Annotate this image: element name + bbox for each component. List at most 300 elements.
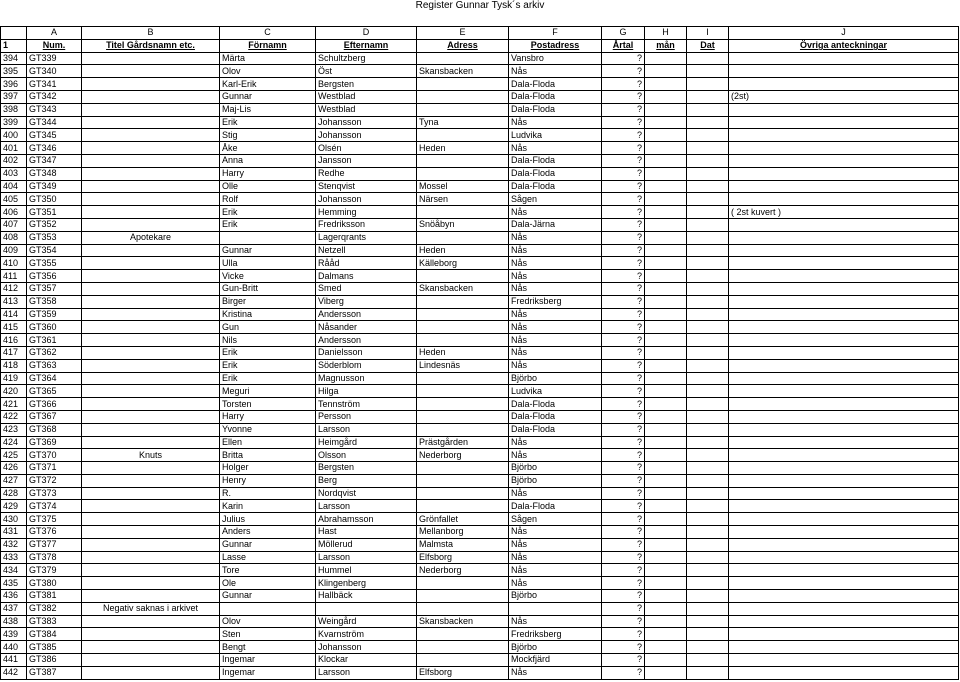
date-cell	[687, 65, 729, 78]
postal-address-cell: Nås	[509, 244, 602, 257]
row-number: 414	[1, 308, 27, 321]
num-cell: GT385	[27, 641, 82, 654]
first-name-cell: Lasse	[220, 551, 316, 564]
year-cell: ?	[602, 154, 645, 167]
notes-cell	[729, 244, 959, 257]
postal-address-cell: Nås	[509, 436, 602, 449]
title-cell	[82, 65, 220, 78]
postal-address-cell: Dala-Floda	[509, 90, 602, 103]
year-cell: ?	[602, 513, 645, 526]
year-cell: ?	[602, 116, 645, 129]
num-cell: GT370	[27, 449, 82, 462]
month-cell	[645, 78, 687, 91]
first-name-cell: Gun	[220, 321, 316, 334]
month-cell	[645, 526, 687, 539]
postal-address-cell: Sågen	[509, 193, 602, 206]
table-row	[1, 154, 959, 167]
postal-address-cell: Ludvika	[509, 385, 602, 398]
title-cell	[82, 398, 220, 411]
title-cell	[82, 78, 220, 91]
month-cell	[645, 462, 687, 475]
month-cell	[645, 244, 687, 257]
first-name-cell: Erik	[220, 218, 316, 231]
title-cell	[82, 410, 220, 423]
year-cell: ?	[602, 526, 645, 539]
postal-address-cell: Nås	[509, 231, 602, 244]
month-cell	[645, 257, 687, 270]
num-cell: GT379	[27, 564, 82, 577]
postal-address-cell: Björbo	[509, 372, 602, 385]
date-cell	[687, 282, 729, 295]
first-name-cell: Holger	[220, 462, 316, 475]
date-cell	[687, 129, 729, 142]
notes-cell	[729, 116, 959, 129]
month-cell	[645, 129, 687, 142]
notes-cell	[729, 180, 959, 193]
postal-address-cell: Nås	[509, 257, 602, 270]
address-cell: Grönfallet	[417, 513, 509, 526]
address-cell: Nederborg	[417, 449, 509, 462]
title-cell	[82, 180, 220, 193]
row-number: 428	[1, 487, 27, 500]
first-name-cell: Torsten	[220, 398, 316, 411]
first-name-cell: Meguri	[220, 385, 316, 398]
notes-cell	[729, 52, 959, 65]
date-cell	[687, 602, 729, 615]
month-cell	[645, 577, 687, 590]
row-number: 412	[1, 282, 27, 295]
row-number: 413	[1, 295, 27, 308]
year-cell: ?	[602, 372, 645, 385]
date-cell	[687, 449, 729, 462]
month-cell	[645, 167, 687, 180]
last-name-cell: Nåsander	[316, 321, 417, 334]
num-cell: GT346	[27, 142, 82, 155]
column-letter: E	[417, 27, 509, 40]
last-name-cell: Olsson	[316, 449, 417, 462]
first-name-cell: Tore	[220, 564, 316, 577]
date-cell	[687, 116, 729, 129]
row-number: 423	[1, 423, 27, 436]
num-cell: GT339	[27, 52, 82, 65]
month-cell	[645, 487, 687, 500]
row-number: 405	[1, 193, 27, 206]
num-cell: GT364	[27, 372, 82, 385]
first-name-cell: Olov	[220, 615, 316, 628]
last-name-cell: Larsson	[316, 500, 417, 513]
table-row	[1, 577, 959, 590]
num-cell: GT382	[27, 602, 82, 615]
date-cell	[687, 167, 729, 180]
address-cell: Mossel	[417, 180, 509, 193]
postal-address-cell: Dala-Floda	[509, 423, 602, 436]
address-cell	[417, 577, 509, 590]
first-name-cell: Ingemar	[220, 654, 316, 667]
row-number: 402	[1, 154, 27, 167]
num-cell: GT371	[27, 462, 82, 475]
notes-cell	[729, 500, 959, 513]
address-cell	[417, 52, 509, 65]
table-row	[1, 462, 959, 475]
address-cell	[417, 334, 509, 347]
last-name-cell	[316, 602, 417, 615]
postal-address-cell: Dala-Floda	[509, 410, 602, 423]
row-number: 425	[1, 449, 27, 462]
address-cell	[417, 500, 509, 513]
num-cell: GT383	[27, 615, 82, 628]
table-row	[1, 116, 959, 129]
num-cell: GT374	[27, 500, 82, 513]
first-name-cell: Ellen	[220, 436, 316, 449]
month-cell	[645, 103, 687, 116]
table-row	[1, 385, 959, 398]
date-cell	[687, 154, 729, 167]
title-cell	[82, 257, 220, 270]
row-number: 441	[1, 654, 27, 667]
last-name-cell: Westblad	[316, 103, 417, 116]
postal-address-cell: Dala-Floda	[509, 78, 602, 91]
year-cell: ?	[602, 654, 645, 667]
first-name-cell: Harry	[220, 410, 316, 423]
table-row	[1, 372, 959, 385]
num-cell: GT367	[27, 410, 82, 423]
table-row	[1, 231, 959, 244]
date-cell	[687, 436, 729, 449]
notes-cell	[729, 372, 959, 385]
last-name-cell: Nordqvist	[316, 487, 417, 500]
title-cell	[82, 346, 220, 359]
year-cell: ?	[602, 449, 645, 462]
postal-address-cell: Björbo	[509, 590, 602, 603]
table-row	[1, 449, 959, 462]
title-cell	[82, 270, 220, 283]
first-name-cell: Maj-Lis	[220, 103, 316, 116]
first-name-cell: Erik	[220, 346, 316, 359]
date-cell	[687, 500, 729, 513]
row-number: 429	[1, 500, 27, 513]
row-number: 420	[1, 385, 27, 398]
table-row	[1, 103, 959, 116]
title-cell	[82, 462, 220, 475]
row-number: 400	[1, 129, 27, 142]
title-cell	[82, 641, 220, 654]
title-cell	[82, 103, 220, 116]
row-number: 417	[1, 346, 27, 359]
year-cell: ?	[602, 193, 645, 206]
address-cell	[417, 90, 509, 103]
first-name-cell: Karl-Erik	[220, 78, 316, 91]
table-row	[1, 398, 959, 411]
notes-cell	[729, 423, 959, 436]
row-number: 436	[1, 590, 27, 603]
address-cell	[417, 206, 509, 219]
year-cell: ?	[602, 628, 645, 641]
column-letter: J	[729, 27, 959, 40]
num-cell: GT344	[27, 116, 82, 129]
last-name-cell: Viberg	[316, 295, 417, 308]
address-cell: Elfsborg	[417, 551, 509, 564]
date-cell	[687, 78, 729, 91]
last-name-cell: Magnusson	[316, 372, 417, 385]
title-cell	[82, 359, 220, 372]
month-cell	[645, 615, 687, 628]
address-cell	[417, 270, 509, 283]
num-cell: GT342	[27, 90, 82, 103]
postal-address-cell: Nås	[509, 359, 602, 372]
postal-address-cell: Björbo	[509, 641, 602, 654]
date-cell	[687, 538, 729, 551]
table-row	[1, 513, 959, 526]
last-name-cell: Rååd	[316, 257, 417, 270]
title-cell	[82, 295, 220, 308]
date-cell	[687, 410, 729, 423]
notes-cell	[729, 167, 959, 180]
month-cell	[645, 116, 687, 129]
first-name-cell: Olov	[220, 65, 316, 78]
postal-address-cell: Fredriksberg	[509, 628, 602, 641]
postal-address-cell: Dala-Järna	[509, 218, 602, 231]
corner-cell	[1, 27, 27, 40]
notes-cell	[729, 513, 959, 526]
postal-address-cell: Nås	[509, 116, 602, 129]
column-letter: I	[687, 27, 729, 40]
column-letter: F	[509, 27, 602, 40]
num-cell: GT349	[27, 180, 82, 193]
year-cell: ?	[602, 52, 645, 65]
year-cell: ?	[602, 641, 645, 654]
row-number: 434	[1, 564, 27, 577]
month-cell	[645, 282, 687, 295]
address-cell	[417, 385, 509, 398]
num-cell: GT358	[27, 295, 82, 308]
address-cell	[417, 602, 509, 615]
month-cell	[645, 628, 687, 641]
address-cell: Heden	[417, 142, 509, 155]
row-number: 426	[1, 462, 27, 475]
row-number: 401	[1, 142, 27, 155]
year-cell: ?	[602, 474, 645, 487]
row-number: 415	[1, 321, 27, 334]
table-row	[1, 321, 959, 334]
postal-address-cell: Nås	[509, 206, 602, 219]
month-cell	[645, 346, 687, 359]
num-cell: GT378	[27, 551, 82, 564]
date-cell	[687, 385, 729, 398]
address-cell	[417, 321, 509, 334]
num-cell: GT387	[27, 666, 82, 679]
month-cell	[645, 590, 687, 603]
date-cell	[687, 334, 729, 347]
row-number: 406	[1, 206, 27, 219]
address-cell	[417, 231, 509, 244]
first-name-cell: Erik	[220, 359, 316, 372]
notes-cell	[729, 436, 959, 449]
month-cell	[645, 90, 687, 103]
title-cell	[82, 615, 220, 628]
last-name-cell: Stenqvist	[316, 180, 417, 193]
date-cell	[687, 398, 729, 411]
postal-address-cell: Dala-Floda	[509, 180, 602, 193]
title-cell	[82, 90, 220, 103]
row-number: 409	[1, 244, 27, 257]
notes-cell	[729, 218, 959, 231]
num-cell: GT373	[27, 487, 82, 500]
month-cell	[645, 551, 687, 564]
table-row	[1, 551, 959, 564]
address-cell	[417, 78, 509, 91]
table-row	[1, 206, 959, 219]
num-cell: GT340	[27, 65, 82, 78]
last-name-cell: Klockar	[316, 654, 417, 667]
row-number: 408	[1, 231, 27, 244]
notes-cell	[729, 295, 959, 308]
year-cell: ?	[602, 538, 645, 551]
row-number: 430	[1, 513, 27, 526]
date-cell	[687, 244, 729, 257]
month-cell	[645, 385, 687, 398]
notes-cell	[729, 193, 959, 206]
month-cell	[645, 334, 687, 347]
row-number: 437	[1, 602, 27, 615]
notes-cell	[729, 257, 959, 270]
postal-address-cell: Nås	[509, 564, 602, 577]
table-row	[1, 180, 959, 193]
notes-cell	[729, 385, 959, 398]
month-cell	[645, 423, 687, 436]
month-cell	[645, 308, 687, 321]
first-name-cell: Gunnar	[220, 90, 316, 103]
first-name-cell: Anna	[220, 154, 316, 167]
year-cell: ?	[602, 410, 645, 423]
title-cell	[82, 193, 220, 206]
last-name-cell: Bergsten	[316, 462, 417, 475]
first-name-cell: Ole	[220, 577, 316, 590]
postal-address-cell: Mockfjärd	[509, 654, 602, 667]
last-name-cell: Netzell	[316, 244, 417, 257]
month-cell	[645, 602, 687, 615]
table-row	[1, 52, 959, 65]
postal-address-cell: Nås	[509, 615, 602, 628]
notes-cell	[729, 538, 959, 551]
title-cell	[82, 206, 220, 219]
last-name-cell: Larsson	[316, 423, 417, 436]
num-cell: GT341	[27, 78, 82, 91]
num-cell: GT356	[27, 270, 82, 283]
year-cell: ?	[602, 282, 645, 295]
num-cell: GT377	[27, 538, 82, 551]
table-row	[1, 526, 959, 539]
year-cell: ?	[602, 564, 645, 577]
first-name-cell: Julius	[220, 513, 316, 526]
date-cell	[687, 180, 729, 193]
table-row	[1, 666, 959, 679]
notes-cell	[729, 654, 959, 667]
header-address: Adress	[417, 39, 509, 52]
address-cell	[417, 487, 509, 500]
row-number: 394	[1, 52, 27, 65]
month-cell	[645, 231, 687, 244]
month-cell	[645, 666, 687, 679]
last-name-cell: Klingenberg	[316, 577, 417, 590]
year-cell: ?	[602, 244, 645, 257]
notes-cell	[729, 449, 959, 462]
num-cell: GT345	[27, 129, 82, 142]
row-number: 422	[1, 410, 27, 423]
year-cell: ?	[602, 615, 645, 628]
date-cell	[687, 666, 729, 679]
notes-cell	[729, 577, 959, 590]
title-cell	[82, 385, 220, 398]
month-cell	[645, 474, 687, 487]
address-cell: Lindesnäs	[417, 359, 509, 372]
last-name-cell: Johansson	[316, 129, 417, 142]
num-cell: GT361	[27, 334, 82, 347]
num-cell: GT372	[27, 474, 82, 487]
postal-address-cell: Nås	[509, 551, 602, 564]
month-cell	[645, 564, 687, 577]
first-name-cell: Åke	[220, 142, 316, 155]
address-cell: Elfsborg	[417, 666, 509, 679]
row-number: 431	[1, 526, 27, 539]
address-cell	[417, 308, 509, 321]
address-cell	[417, 154, 509, 167]
last-name-cell: Hummel	[316, 564, 417, 577]
title-cell	[82, 564, 220, 577]
notes-cell	[729, 154, 959, 167]
year-cell: ?	[602, 577, 645, 590]
postal-address-cell: Nås	[509, 308, 602, 321]
date-cell	[687, 564, 729, 577]
date-cell	[687, 193, 729, 206]
notes-cell	[729, 526, 959, 539]
address-cell	[417, 372, 509, 385]
month-cell	[645, 398, 687, 411]
last-name-cell: Öst	[316, 65, 417, 78]
column-letter: H	[645, 27, 687, 40]
notes-cell	[729, 628, 959, 641]
row-number: 403	[1, 167, 27, 180]
num-cell: GT359	[27, 308, 82, 321]
first-name-cell: Erik	[220, 206, 316, 219]
year-cell: ?	[602, 65, 645, 78]
header-num: Num.	[27, 39, 82, 52]
first-name-cell: Gun-Britt	[220, 282, 316, 295]
table-row	[1, 487, 959, 500]
num-cell: GT347	[27, 154, 82, 167]
postal-address-cell: Dala-Floda	[509, 167, 602, 180]
title-cell: Negativ saknas i arkivet	[82, 602, 220, 615]
date-cell	[687, 103, 729, 116]
address-cell	[417, 129, 509, 142]
postal-address-cell: Dala-Floda	[509, 500, 602, 513]
first-name-cell	[220, 231, 316, 244]
num-cell: GT369	[27, 436, 82, 449]
num-cell: GT353	[27, 231, 82, 244]
month-cell	[645, 359, 687, 372]
address-cell	[417, 641, 509, 654]
table-row	[1, 90, 959, 103]
last-name-cell: Abrahamsson	[316, 513, 417, 526]
postal-address-cell: Ludvika	[509, 129, 602, 142]
title-cell	[82, 244, 220, 257]
first-name-cell: Bengt	[220, 641, 316, 654]
first-name-cell: Harry	[220, 167, 316, 180]
table-row	[1, 167, 959, 180]
num-cell: GT348	[27, 167, 82, 180]
num-cell: GT352	[27, 218, 82, 231]
column-letter: G	[602, 27, 645, 40]
table-row	[1, 129, 959, 142]
